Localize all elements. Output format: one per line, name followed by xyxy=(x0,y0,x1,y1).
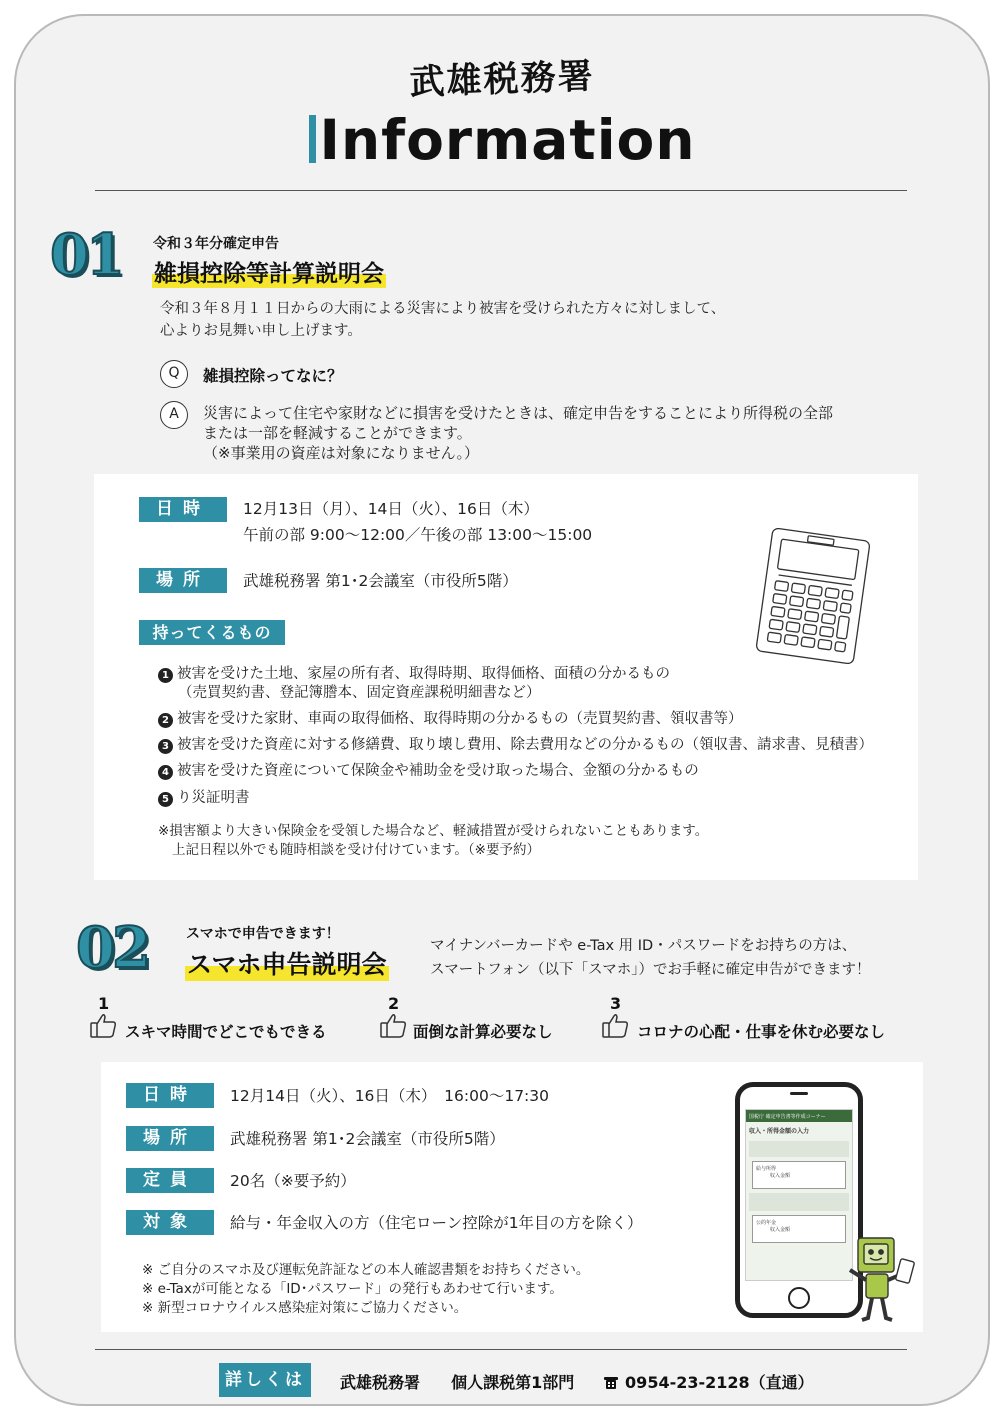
footer-contact xyxy=(340,1370,814,1393)
feature-3: コロナの心配・仕事を休む必要なし xyxy=(637,1023,886,1041)
section2-target: 給与・年金収入の方（住宅ローン控除が1年目の方を除く） xyxy=(230,1214,643,1232)
date-tag: 日時 xyxy=(139,497,227,522)
place-tag: 場所 xyxy=(139,568,227,593)
screen-header: 国税庁 確定申告書等作成コーナー xyxy=(746,1110,852,1122)
answer-text xyxy=(203,403,833,463)
section2-title: スマホ申告説明会 xyxy=(185,945,389,981)
intro-line: 心よりお見舞い申し上げます。 xyxy=(160,323,362,339)
card-label: 給与所得 xyxy=(756,1166,777,1172)
page-title-text: Information xyxy=(319,108,696,172)
item-text: り災証明書 xyxy=(177,790,250,806)
page-title xyxy=(0,108,1004,172)
footer-office: 武雄税務署 xyxy=(340,1373,421,1392)
note-line: ※ e-Taxが可能となる「ID･パスワード」の発行もあわせて行います。 xyxy=(142,1281,563,1297)
capacity-tag: 定員 xyxy=(126,1168,214,1193)
item-number-badge: 4 xyxy=(158,765,173,780)
feature-1: スキマ時間でどこでもできる xyxy=(125,1023,327,1041)
item-number-badge: 2 xyxy=(158,713,173,728)
bring-item-2 xyxy=(158,710,743,729)
description-line: マイナンバーカードや e-Tax 用 ID・パスワードをお持ちの方は、 xyxy=(430,938,857,954)
section-number-02: 02 xyxy=(76,915,148,981)
note-line: 上記日程以外でも随時相談を受け付けています。（※要予約） xyxy=(172,842,540,858)
phone-speaker xyxy=(790,1092,808,1095)
item-text: 被害を受けた資産について保険金や補助金を受け取った場合、金額の分かるもの xyxy=(177,763,699,779)
date-tag: 日時 xyxy=(126,1083,214,1108)
section2-description xyxy=(430,934,871,982)
section1-place: 武雄税務署 第1･2会議室（市役所5階） xyxy=(243,572,518,590)
footer-tag: 詳しくは xyxy=(219,1363,311,1397)
description-line: スマートフォン（以下「スマホ」）でお手軽に確定申告ができます！ xyxy=(430,962,871,978)
section1-title: 雑損控除等計算説明会 xyxy=(152,255,386,288)
phone-home-button xyxy=(788,1287,810,1309)
card-sub: 収入金額 xyxy=(770,1227,791,1233)
note-line: ※ 新型コロナウイルス感染症対策にご協力ください。 xyxy=(142,1300,468,1316)
footer-divider xyxy=(95,1349,907,1350)
section2-place: 武雄税務署 第1･2会議室（市役所5階） xyxy=(230,1130,505,1148)
date-line: 12月13日（月）、14日（火）、16日（木） xyxy=(243,500,539,518)
bring-item-4 xyxy=(158,762,699,781)
section1-date xyxy=(243,496,592,548)
section-number-01: 01 xyxy=(50,222,122,288)
phone-icon xyxy=(603,1374,619,1390)
intro-line: 令和３年８月１１日からの大雨による災害により被害を受けられた方々に対しまして、 xyxy=(160,301,726,317)
feature-number: 2 xyxy=(388,994,400,1013)
screen-card-salary xyxy=(752,1161,846,1189)
phone-screen xyxy=(745,1109,853,1281)
item-number-badge: 3 xyxy=(158,739,173,754)
answer-line: （※事業用の資産は対象になりません。） xyxy=(203,444,479,462)
card-sub: 収入金額 xyxy=(770,1173,791,1179)
place-tag: 場所 xyxy=(126,1126,214,1151)
thumbs-up-icon xyxy=(600,1010,630,1040)
section2-date: 12月14日（火）、16日（木） 16:00〜17:30 xyxy=(230,1087,550,1105)
feature-number: 1 xyxy=(98,994,110,1013)
note-line: ※ ご自分のスマホ及び運転免許証などの本人確認書類をお持ちください。 xyxy=(142,1262,590,1278)
screen-card-pension xyxy=(752,1215,846,1243)
section2-notes xyxy=(142,1261,589,1318)
title-accent-bar xyxy=(309,115,316,163)
question-badge: Q xyxy=(160,360,188,388)
item-text: 被害を受けた土地、家屋の所有者、取得時期、取得価格、面積の分かるもの xyxy=(177,666,670,682)
header-divider xyxy=(95,190,907,191)
target-tag: 対象 xyxy=(126,1210,214,1235)
screen-section-title: 収入・所得金額の入力 xyxy=(749,1128,810,1135)
bring-item-5 xyxy=(158,789,250,808)
bring-item-3 xyxy=(158,736,873,755)
footer-dept: 個人課税第1部門 xyxy=(451,1373,575,1392)
date-line: 午前の部 9:00〜12:00／午後の部 13:00〜15:00 xyxy=(243,526,593,544)
calculator-icon xyxy=(750,528,876,664)
item-number-badge: 1 xyxy=(158,668,173,683)
answer-badge: A xyxy=(160,401,188,429)
item-text: 被害を受けた資産に対する修繕費、取り壊し費用、除去費用などの分かるもの（領収書、請求書、見積書） xyxy=(177,737,873,753)
section2-sublabel: スマホで申告できます！ xyxy=(186,926,340,942)
section2-capacity: 20名（※要予約） xyxy=(230,1172,356,1190)
section1-note xyxy=(158,822,708,860)
question-text: 雑損控除ってなに？ xyxy=(203,367,343,385)
mascot-illustration xyxy=(840,1230,920,1326)
section1-sublabel: 令和３年分確定申告 xyxy=(153,236,279,252)
item-text: （売買契約書、登記簿謄本、固定資産課税明細書など） xyxy=(178,685,541,701)
bring-items-tag: 持ってくるもの xyxy=(139,620,285,645)
section1-intro xyxy=(160,298,725,342)
footer-phone: 0954-23-2128（直通） xyxy=(625,1373,814,1392)
office-title: 武雄税務署 xyxy=(408,56,596,104)
feature-number: 3 xyxy=(610,994,622,1013)
screen-text-block xyxy=(749,1193,849,1211)
thumbs-up-icon xyxy=(88,1010,118,1040)
card-label: 公的年金 xyxy=(756,1220,777,1226)
feature-2: 面倒な計算必要なし xyxy=(413,1023,553,1041)
thumbs-up-icon xyxy=(378,1010,408,1040)
answer-line: または一部を軽減することができます。 xyxy=(203,424,472,442)
answer-line: 災害によって住宅や家財などに損害を受けたときは、確定申告をすることにより所得税の全部 xyxy=(203,404,834,422)
item-number-badge: 5 xyxy=(158,792,173,807)
note-line: ※損害額より大きい保険金を受領した場合など、軽減措置が受けられないこともあります。 xyxy=(158,823,709,839)
bring-item-1 xyxy=(158,665,670,703)
screen-text-block xyxy=(749,1141,849,1157)
item-text: 被害を受けた家財、車両の取得価格、取得時期の分かるもの（売買契約書、領収書等） xyxy=(177,711,743,727)
